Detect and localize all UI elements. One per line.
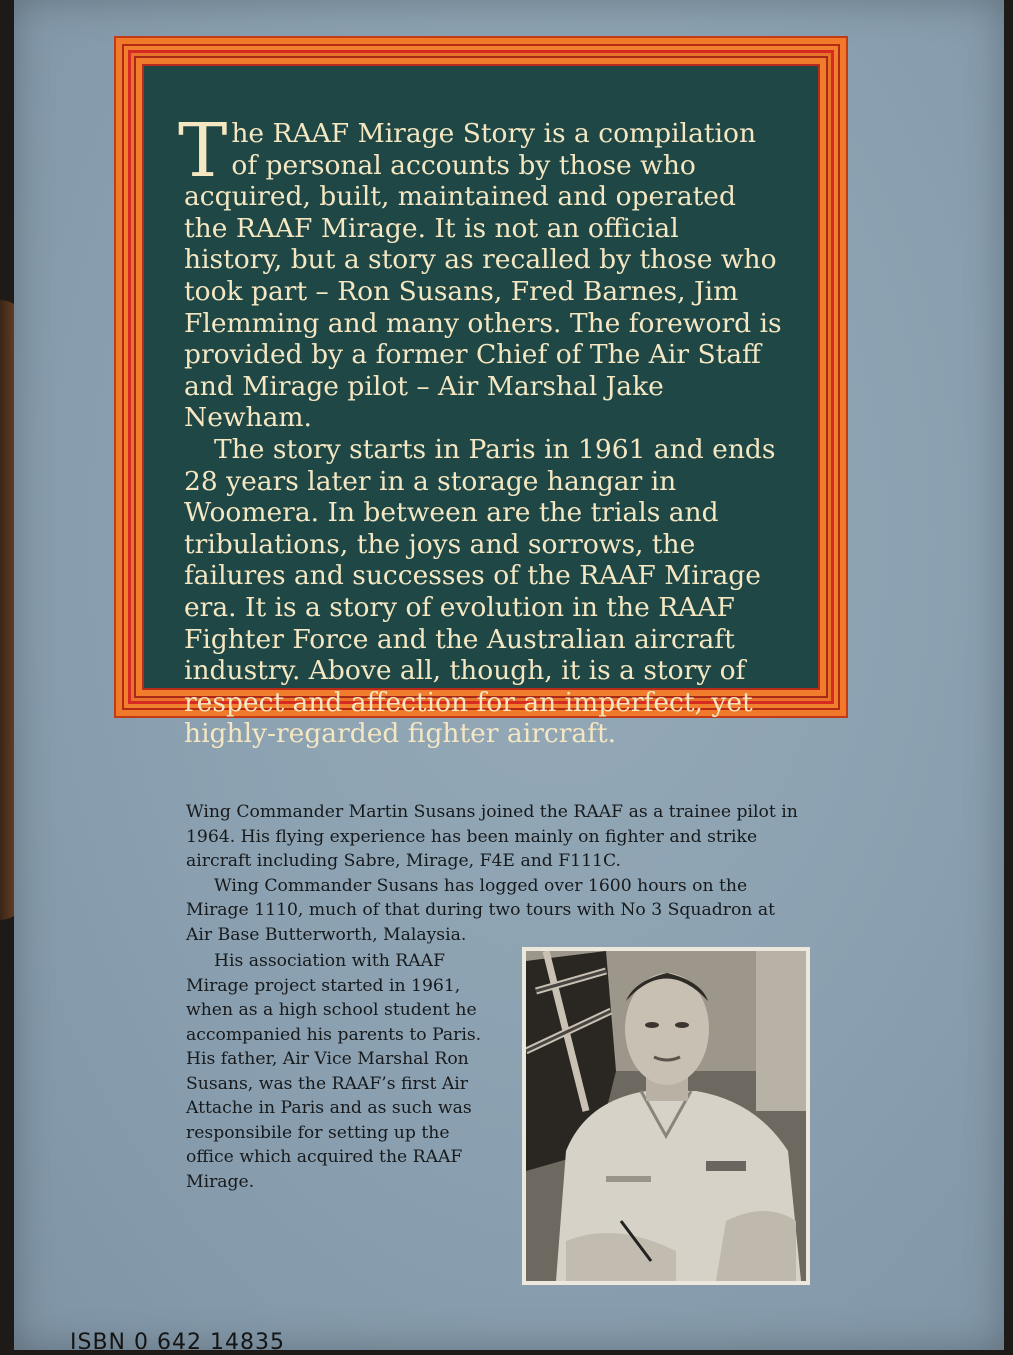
drop-cap: T — [178, 108, 228, 194]
blurb-paragraph-1-text: he RAAF Mirage Story is a compilation of personal accounts by those who acquired, built, maintained and operated the RAAF Mirage. It is not an official history, but a story as recalled by those who took part – Ron Susans, Fred Barnes, Jim Flemming and many others. The foreword is provided by a former Chief of The Air Staff and Mirage pilot – Air Marshal Jake Newham. — [184, 118, 782, 434]
author-bio-paragraph-2: Wing Commander Susans has logged over 1600 hours on the Mirage 1110, much of that during two tours with No 3 Squadron at Air Base Butterworth, Malaysia. — [186, 875, 775, 945]
author-portrait-image — [526, 951, 806, 1281]
blurb-panel — [142, 64, 820, 750]
blurb-paragraph-1 — [178, 108, 782, 434]
author-bio-paragraph-1: Wing Commander Martin Susans joined the RAAF as a trainee pilot in 1964. His flying experience has been mainly on fighter and strike aircraft including Sabre, Mirage, F4E and F111C. — [186, 802, 798, 871]
book-back-cover — [14, 0, 1004, 1355]
blurb-paragraph-2: The story starts in Paris in 1961 and ends 28 years later in a storage hangar in Woomera. In between are the trials and tribulations, the joys and sorrows, the failures and successes of the RAAF Mirage era. It is a story of evolution in the RAAF Fighter Force and the Australian aircraft industry. Above all, though, it is a story of respect and affection for an imperfect, yet highly-regarded fighter aircraft. — [184, 433, 776, 750]
author-bio-paragraph-3: His association with RAAF Mirage project started in 1961, when as a high school student he accompanied his parents to Paris. His father, Air Vice Marshal Ron Susans, was the RAAF’s first Air Attache in Paris and as such was responsibile for setting up the office which acquired the RAAF Mirage. — [186, 951, 482, 1192]
author-bio — [186, 800, 806, 947]
isbn-number: ISBN 0 642 14835 — [70, 1330, 285, 1355]
author-photo — [522, 947, 810, 1285]
blurb-frame — [114, 36, 848, 750]
